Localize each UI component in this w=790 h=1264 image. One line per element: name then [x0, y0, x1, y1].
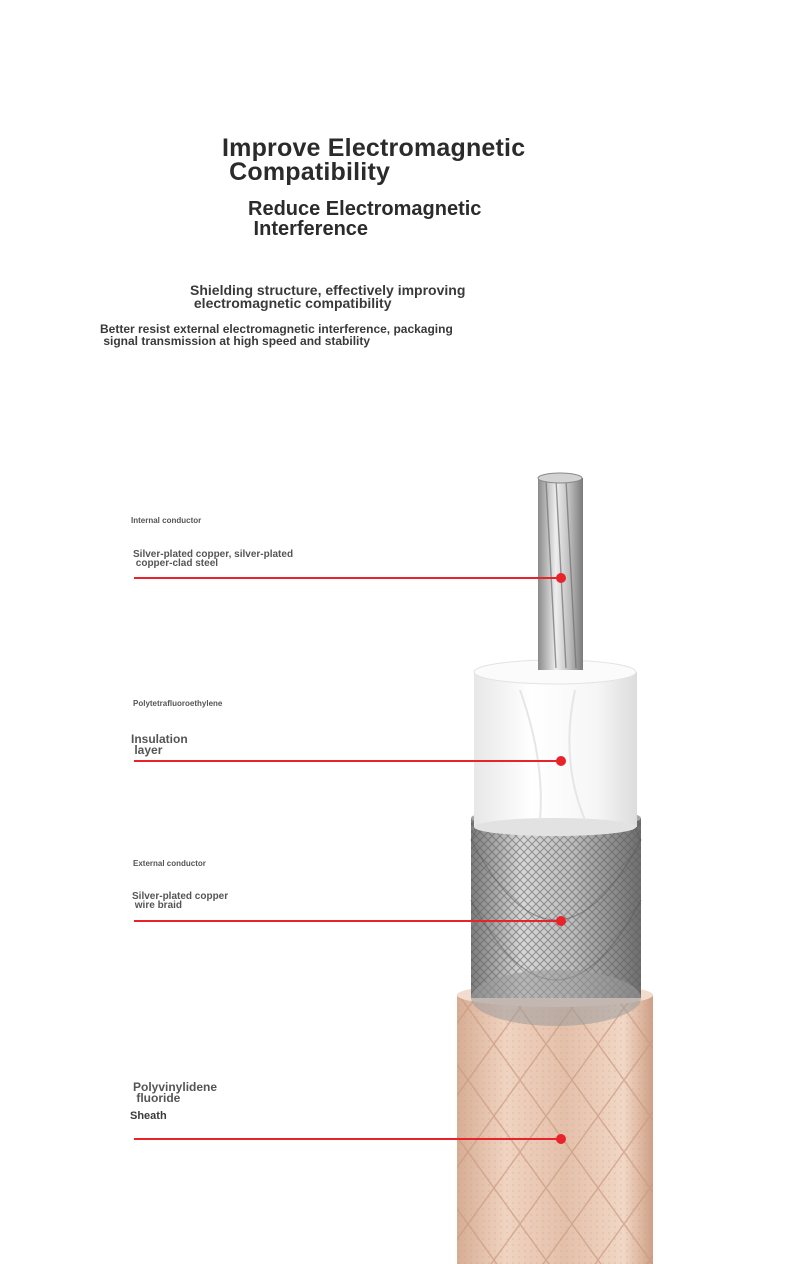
- page-subtitle: Reduce Electromagnetic Interference: [248, 198, 482, 240]
- leader-line-insulation: [134, 760, 561, 762]
- leader-line-sheath: [134, 1138, 561, 1140]
- leader-dot-sheath: [556, 1134, 566, 1144]
- intro-line-1: Shielding structure, effectively improving electromagnetic compatibility: [190, 282, 466, 311]
- layer-category-internal-conductor: Internal conductor: [131, 516, 202, 525]
- internal-conductor: [538, 473, 583, 670]
- layer-label-external-conductor: Silver-plated copper wire braid: [132, 891, 229, 911]
- layer-label-insulation: Insulation layer: [131, 732, 188, 757]
- layer-category-external-conductor: External conductor: [133, 859, 206, 868]
- leader-dot-internal-conductor: [556, 573, 566, 583]
- layer-category-sheath: Sheath: [130, 1110, 167, 1122]
- intro-line-2: Better resist external electromagnetic interference, packaging signal transmission at high speed and stability: [100, 322, 453, 348]
- leader-line-external-conductor: [134, 920, 561, 922]
- page-title: Improve Electromagnetic Compatibility: [222, 134, 526, 186]
- leader-dot-insulation: [556, 756, 566, 766]
- leader-line-internal-conductor: [134, 577, 561, 579]
- insulation-layer: [474, 660, 637, 836]
- layer-label-internal-conductor: Silver-plated copper, silver-plated copper-clad steel: [133, 549, 294, 569]
- layer-category-insulation: Polytetrafluoroethylene: [133, 699, 223, 708]
- leader-dot-external-conductor: [556, 916, 566, 926]
- layer-label-sheath: Polyvinylidene fluoride: [133, 1080, 218, 1105]
